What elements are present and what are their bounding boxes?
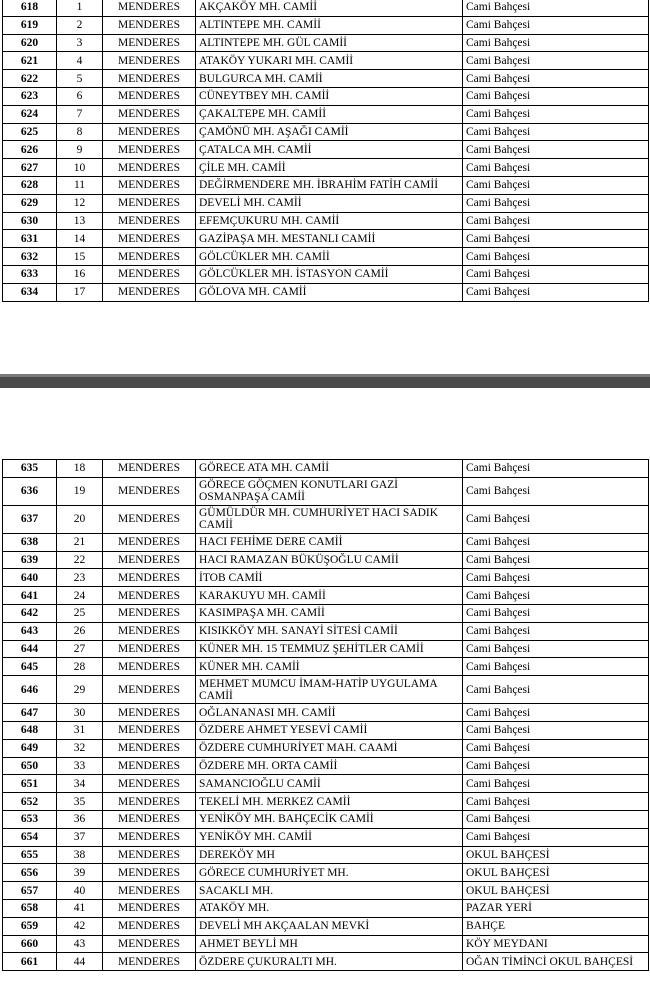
- location-cell: MEHMET MUMCU İMAM-HATİP UYGULAMA CAMİİ: [196, 676, 463, 704]
- table-row: [3, 52, 649, 70]
- location-cell: ATAKÖY MH.: [196, 899, 463, 917]
- row-number-cell: 651: [3, 775, 57, 793]
- row-number-cell: 633: [3, 265, 57, 283]
- district-cell: MENDERES: [103, 882, 196, 900]
- table-row: [3, 212, 649, 230]
- area-type-cell: Cami Bahçesi: [463, 622, 649, 640]
- order-cell: 21: [57, 533, 103, 551]
- location-cell: GÖLCÜKLER MH. CAMİİ: [196, 248, 463, 266]
- location-cell: KASIMPAŞA MH. CAMİİ: [196, 604, 463, 622]
- district-cell: MENDERES: [103, 230, 196, 248]
- area-type-cell: Cami Bahçesi: [463, 105, 649, 123]
- order-cell: 14: [57, 230, 103, 248]
- district-cell: MENDERES: [103, 917, 196, 935]
- district-cell: MENDERES: [103, 141, 196, 159]
- location-cell: ÖZDERE MH. ORTA CAMİİ: [196, 757, 463, 775]
- row-number-cell: 645: [3, 658, 57, 676]
- row-number-cell: 630: [3, 212, 57, 230]
- order-cell: 42: [57, 917, 103, 935]
- area-type-cell: Cami Bahçesi: [463, 676, 649, 704]
- table-row: [3, 793, 649, 811]
- order-cell: 16: [57, 265, 103, 283]
- district-cell: MENDERES: [103, 757, 196, 775]
- row-number-cell: 618: [3, 0, 57, 16]
- row-number-cell: 627: [3, 159, 57, 177]
- area-type-cell: Cami Bahçesi: [463, 477, 649, 505]
- area-type-cell: OKUL BAHÇESİ: [463, 864, 649, 882]
- location-cell: HACI FEHİME DERE CAMİİ: [196, 533, 463, 551]
- table-row: [3, 846, 649, 864]
- table-row: [3, 0, 649, 16]
- table-row: [3, 194, 649, 212]
- location-cell: BULGURCA MH. CAMİİ: [196, 70, 463, 88]
- table-row: [3, 230, 649, 248]
- table-body: [3, 460, 649, 971]
- area-type-cell: OKUL BAHÇESİ: [463, 882, 649, 900]
- order-cell: 25: [57, 604, 103, 622]
- area-type-cell: Cami Bahçesi: [463, 212, 649, 230]
- location-cell: KARAKUYU MH. CAMİİ: [196, 587, 463, 605]
- district-cell: MENDERES: [103, 721, 196, 739]
- table-row: [3, 622, 649, 640]
- district-cell: MENDERES: [103, 658, 196, 676]
- district-cell: MENDERES: [103, 176, 196, 194]
- location-cell: CÜNEYTBEY MH. CAMİİ: [196, 87, 463, 105]
- order-cell: 20: [57, 505, 103, 533]
- order-cell: 2: [57, 16, 103, 34]
- table-row: [3, 70, 649, 88]
- order-cell: 38: [57, 846, 103, 864]
- district-cell: MENDERES: [103, 34, 196, 52]
- location-cell: KISIKKÖY MH. SANAYİ SİTESİ CAMİİ: [196, 622, 463, 640]
- table-row: [3, 604, 649, 622]
- district-cell: MENDERES: [103, 864, 196, 882]
- area-type-cell: Cami Bahçesi: [463, 70, 649, 88]
- district-cell: MENDERES: [103, 551, 196, 569]
- order-cell: 40: [57, 882, 103, 900]
- table-row: [3, 721, 649, 739]
- area-type-cell: Cami Bahçesi: [463, 141, 649, 159]
- location-cell: SAMANCIOĞLU CAMİİ: [196, 775, 463, 793]
- location-cell: GAZİPAŞA MH. MESTANLI CAMİİ: [196, 230, 463, 248]
- table-row: [3, 123, 649, 141]
- order-cell: 22: [57, 551, 103, 569]
- district-cell: MENDERES: [103, 105, 196, 123]
- area-type-cell: Cami Bahçesi: [463, 757, 649, 775]
- row-number-cell: 648: [3, 721, 57, 739]
- district-cell: MENDERES: [103, 87, 196, 105]
- area-type-cell: BAHÇE: [463, 917, 649, 935]
- location-cell: ALTINTEPE MH. GÜL CAMİİ: [196, 34, 463, 52]
- location-cell: ÇATALCA MH. CAMİİ: [196, 141, 463, 159]
- district-cell: MENDERES: [103, 505, 196, 533]
- location-cell: DEĞİRMENDERE MH. İBRAHİM FATİH CAMİİ: [196, 176, 463, 194]
- location-cell: KÜNER MH. 15 TEMMUZ ŞEHİTLER CAMİİ: [196, 640, 463, 658]
- area-type-cell: Cami Bahçesi: [463, 704, 649, 722]
- order-cell: 36: [57, 810, 103, 828]
- district-cell: MENDERES: [103, 283, 196, 301]
- order-cell: 10: [57, 159, 103, 177]
- location-cell: ÖZDERE AHMET YESEVİ CAMİİ: [196, 721, 463, 739]
- area-type-cell: Cami Bahçesi: [463, 230, 649, 248]
- district-cell: MENDERES: [103, 935, 196, 953]
- location-cell: ÇAMÖNÜ MH. AŞAĞI CAMİİ: [196, 123, 463, 141]
- table-row: [3, 533, 649, 551]
- location-cell: ALTINTEPE MH. CAMİİ: [196, 16, 463, 34]
- order-cell: 24: [57, 587, 103, 605]
- row-number-cell: 625: [3, 123, 57, 141]
- order-cell: 33: [57, 757, 103, 775]
- area-type-cell: Cami Bahçesi: [463, 640, 649, 658]
- table-row: [3, 87, 649, 105]
- order-cell: 37: [57, 828, 103, 846]
- order-cell: 44: [57, 953, 103, 971]
- location-cell: DEREKÖY MH: [196, 846, 463, 864]
- order-cell: 1: [57, 0, 103, 16]
- area-type-cell: Cami Bahçesi: [463, 283, 649, 301]
- row-number-cell: 654: [3, 828, 57, 846]
- row-number-cell: 626: [3, 141, 57, 159]
- table-row: [3, 477, 649, 505]
- order-cell: 27: [57, 640, 103, 658]
- order-cell: 13: [57, 212, 103, 230]
- row-number-cell: 649: [3, 739, 57, 757]
- table-row: [3, 265, 649, 283]
- location-cell: YENİKÖY MH. BAHÇECİK CAMİİ: [196, 810, 463, 828]
- district-cell: MENDERES: [103, 477, 196, 505]
- row-number-cell: 635: [3, 460, 57, 478]
- row-number-cell: 644: [3, 640, 57, 658]
- table-row: [3, 569, 649, 587]
- assembly-areas-table-bottom: [2, 459, 649, 971]
- page-separator-highlight: [0, 374, 650, 377]
- location-cell: ÖZDERE CUMHURİYET MAH. CAAMİ: [196, 739, 463, 757]
- district-cell: MENDERES: [103, 569, 196, 587]
- district-cell: MENDERES: [103, 899, 196, 917]
- order-cell: 6: [57, 87, 103, 105]
- district-cell: MENDERES: [103, 953, 196, 971]
- row-number-cell: 653: [3, 810, 57, 828]
- district-cell: MENDERES: [103, 0, 196, 16]
- area-type-cell: Cami Bahçesi: [463, 551, 649, 569]
- area-type-cell: Cami Bahçesi: [463, 810, 649, 828]
- location-cell: DEVELİ MH. CAMİİ: [196, 194, 463, 212]
- table-row: [3, 551, 649, 569]
- location-cell: ÇİLE MH. CAMİİ: [196, 159, 463, 177]
- area-type-cell: Cami Bahçesi: [463, 533, 649, 551]
- row-number-cell: 641: [3, 587, 57, 605]
- order-cell: 5: [57, 70, 103, 88]
- row-number-cell: 637: [3, 505, 57, 533]
- district-cell: MENDERES: [103, 793, 196, 811]
- table-row: [3, 176, 649, 194]
- order-cell: 11: [57, 176, 103, 194]
- table-row: [3, 159, 649, 177]
- table-row: [3, 935, 649, 953]
- row-number-cell: 658: [3, 899, 57, 917]
- row-number-cell: 619: [3, 16, 57, 34]
- area-type-cell: Cami Bahçesi: [463, 587, 649, 605]
- table-body: [3, 0, 649, 301]
- order-cell: 3: [57, 34, 103, 52]
- area-type-cell: Cami Bahçesi: [463, 123, 649, 141]
- table-row: [3, 640, 649, 658]
- row-number-cell: 659: [3, 917, 57, 935]
- order-cell: 12: [57, 194, 103, 212]
- row-number-cell: 657: [3, 882, 57, 900]
- row-number-cell: 620: [3, 34, 57, 52]
- table-row: [3, 676, 649, 704]
- district-cell: MENDERES: [103, 622, 196, 640]
- location-cell: DEVELİ MH AKÇAALAN MEVKİ: [196, 917, 463, 935]
- area-type-cell: OKUL BAHÇESİ: [463, 846, 649, 864]
- order-cell: 7: [57, 105, 103, 123]
- table-row: [3, 505, 649, 533]
- area-type-cell: Cami Bahçesi: [463, 159, 649, 177]
- district-cell: MENDERES: [103, 828, 196, 846]
- district-cell: MENDERES: [103, 604, 196, 622]
- row-number-cell: 640: [3, 569, 57, 587]
- area-type-cell: Cami Bahçesi: [463, 87, 649, 105]
- order-cell: 32: [57, 739, 103, 757]
- location-cell: GÖLCÜKLER MH. İSTASYON CAMİİ: [196, 265, 463, 283]
- area-type-cell: Cami Bahçesi: [463, 721, 649, 739]
- location-cell: ATAKÖY YUKARI MH. CAMİİ: [196, 52, 463, 70]
- location-cell: KÜNER MH. CAMİİ: [196, 658, 463, 676]
- row-number-cell: 623: [3, 87, 57, 105]
- location-cell: ÖZDERE ÇUKURALTI MH.: [196, 953, 463, 971]
- row-number-cell: 660: [3, 935, 57, 953]
- location-cell: OĞLANANASI MH. CAMİİ: [196, 704, 463, 722]
- area-type-cell: Cami Bahçesi: [463, 176, 649, 194]
- row-number-cell: 646: [3, 676, 57, 704]
- order-cell: 28: [57, 658, 103, 676]
- area-type-cell: OĞAN TİMİNCİ OKUL BAHÇESİ: [463, 953, 649, 971]
- area-type-cell: Cami Bahçesi: [463, 265, 649, 283]
- location-cell: TEKELİ MH. MERKEZ CAMİİ: [196, 793, 463, 811]
- row-number-cell: 650: [3, 757, 57, 775]
- district-cell: MENDERES: [103, 70, 196, 88]
- location-cell: GÜMÜLDÜR MH. CUMHURİYET HACI SADIK CAMİİ: [196, 505, 463, 533]
- area-type-cell: Cami Bahçesi: [463, 739, 649, 757]
- location-cell: GÖRECE GÖÇMEN KONUTLARI GAZİ OSMANPAŞA CAMİİ: [196, 477, 463, 505]
- order-cell: 43: [57, 935, 103, 953]
- area-type-cell: Cami Bahçesi: [463, 0, 649, 16]
- area-type-cell: Cami Bahçesi: [463, 658, 649, 676]
- order-cell: 8: [57, 123, 103, 141]
- table-row: [3, 460, 649, 478]
- area-type-cell: Cami Bahçesi: [463, 775, 649, 793]
- table-row: [3, 828, 649, 846]
- area-type-cell: PAZAR YERİ: [463, 899, 649, 917]
- area-type-cell: Cami Bahçesi: [463, 793, 649, 811]
- area-type-cell: Cami Bahçesi: [463, 194, 649, 212]
- table-row: [3, 899, 649, 917]
- order-cell: 19: [57, 477, 103, 505]
- area-type-cell: Cami Bahçesi: [463, 569, 649, 587]
- table-row: [3, 953, 649, 971]
- row-number-cell: 647: [3, 704, 57, 722]
- area-type-cell: Cami Bahçesi: [463, 16, 649, 34]
- table-row: [3, 105, 649, 123]
- order-cell: 9: [57, 141, 103, 159]
- location-cell: AKÇAKÖY MH. CAMİİ: [196, 0, 463, 16]
- assembly-areas-table-top: [2, 0, 649, 302]
- table-row: [3, 587, 649, 605]
- table-row: [3, 704, 649, 722]
- table-row: [3, 917, 649, 935]
- district-cell: MENDERES: [103, 810, 196, 828]
- row-number-cell: 643: [3, 622, 57, 640]
- district-cell: MENDERES: [103, 265, 196, 283]
- table-row: [3, 283, 649, 301]
- location-cell: HACI RAMAZAN BÜKÜŞOĞLU CAMİİ: [196, 551, 463, 569]
- district-cell: MENDERES: [103, 587, 196, 605]
- location-cell: SACAKLI MH.: [196, 882, 463, 900]
- location-cell: ÇAKALTEPE MH. CAMİİ: [196, 105, 463, 123]
- order-cell: 31: [57, 721, 103, 739]
- row-number-cell: 642: [3, 604, 57, 622]
- row-number-cell: 621: [3, 52, 57, 70]
- order-cell: 39: [57, 864, 103, 882]
- area-type-cell: Cami Bahçesi: [463, 505, 649, 533]
- row-number-cell: 639: [3, 551, 57, 569]
- location-cell: GÖLOVA MH. CAMİİ: [196, 283, 463, 301]
- area-type-cell: KÖY MEYDANI: [463, 935, 649, 953]
- area-type-cell: Cami Bahçesi: [463, 248, 649, 266]
- row-number-cell: 628: [3, 176, 57, 194]
- location-cell: İTOB CAMİİ: [196, 569, 463, 587]
- area-type-cell: Cami Bahçesi: [463, 460, 649, 478]
- row-number-cell: 631: [3, 230, 57, 248]
- order-cell: 4: [57, 52, 103, 70]
- order-cell: 26: [57, 622, 103, 640]
- district-cell: MENDERES: [103, 676, 196, 704]
- row-number-cell: 622: [3, 70, 57, 88]
- table-row: [3, 141, 649, 159]
- location-cell: YENİKÖY MH. CAMİİ: [196, 828, 463, 846]
- district-cell: MENDERES: [103, 159, 196, 177]
- district-cell: MENDERES: [103, 846, 196, 864]
- location-cell: EFEMÇUKURU MH. CAMİİ: [196, 212, 463, 230]
- district-cell: MENDERES: [103, 704, 196, 722]
- order-cell: 30: [57, 704, 103, 722]
- table-row: [3, 882, 649, 900]
- table-row: [3, 16, 649, 34]
- area-type-cell: Cami Bahçesi: [463, 34, 649, 52]
- table-row: [3, 248, 649, 266]
- district-cell: MENDERES: [103, 775, 196, 793]
- district-cell: MENDERES: [103, 16, 196, 34]
- district-cell: MENDERES: [103, 533, 196, 551]
- table-row: [3, 775, 649, 793]
- district-cell: MENDERES: [103, 194, 196, 212]
- table-row: [3, 739, 649, 757]
- district-cell: MENDERES: [103, 212, 196, 230]
- order-cell: 18: [57, 460, 103, 478]
- area-type-cell: Cami Bahçesi: [463, 52, 649, 70]
- order-cell: 34: [57, 775, 103, 793]
- location-cell: AHMET BEYLİ MH: [196, 935, 463, 953]
- table-row: [3, 810, 649, 828]
- table-row: [3, 757, 649, 775]
- order-cell: 41: [57, 899, 103, 917]
- order-cell: 17: [57, 283, 103, 301]
- row-number-cell: 629: [3, 194, 57, 212]
- row-number-cell: 656: [3, 864, 57, 882]
- location-cell: GÖRECE ATA MH. CAMİİ: [196, 460, 463, 478]
- district-cell: MENDERES: [103, 123, 196, 141]
- district-cell: MENDERES: [103, 739, 196, 757]
- area-type-cell: Cami Bahçesi: [463, 604, 649, 622]
- row-number-cell: 661: [3, 953, 57, 971]
- district-cell: MENDERES: [103, 52, 196, 70]
- district-cell: MENDERES: [103, 640, 196, 658]
- location-cell: GÖRECE CUMHURİYET MH.: [196, 864, 463, 882]
- order-cell: 15: [57, 248, 103, 266]
- row-number-cell: 652: [3, 793, 57, 811]
- order-cell: 29: [57, 676, 103, 704]
- row-number-cell: 634: [3, 283, 57, 301]
- table-row: [3, 34, 649, 52]
- row-number-cell: 632: [3, 248, 57, 266]
- table-row: [3, 864, 649, 882]
- order-cell: 23: [57, 569, 103, 587]
- row-number-cell: 655: [3, 846, 57, 864]
- row-number-cell: 624: [3, 105, 57, 123]
- table-row: [3, 658, 649, 676]
- district-cell: MENDERES: [103, 248, 196, 266]
- order-cell: 35: [57, 793, 103, 811]
- row-number-cell: 636: [3, 477, 57, 505]
- area-type-cell: Cami Bahçesi: [463, 828, 649, 846]
- row-number-cell: 638: [3, 533, 57, 551]
- district-cell: MENDERES: [103, 460, 196, 478]
